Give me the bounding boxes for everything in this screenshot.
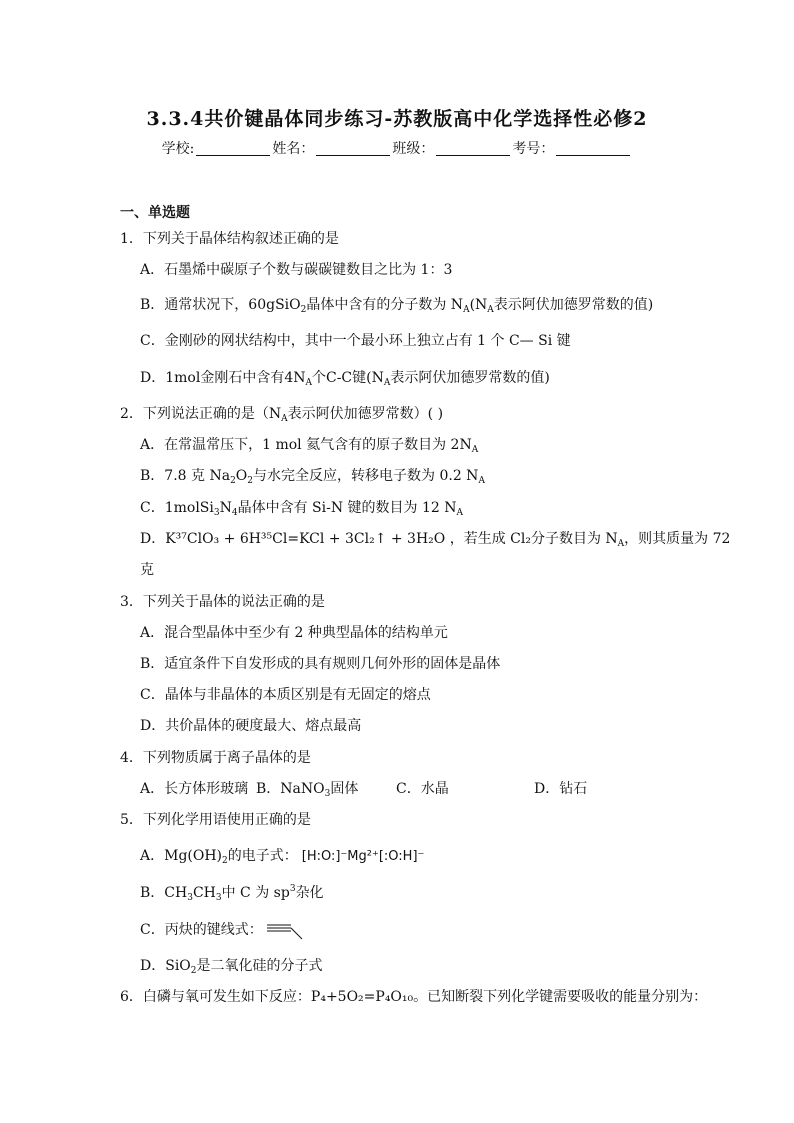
document-title: 3.3.4共价键晶体同步练习-苏教版高中化学选择性必修2 [146,108,648,130]
q1-stem: 1．下列关于晶体结构叙述正确的是 [120,231,339,247]
name-label: 姓名： [272,141,315,157]
q1-option-c: C．金刚砂的网状结构中，其中一个最小环上独立占有 1 个 C— Si 键 [140,333,571,349]
q4-option-d: D．钻石 [534,781,588,797]
q6-stem: 6．白磷与氧可发生如下反应：P₄+5O₂=P₄O₁₀。已知断裂下列化学键需要吸收的能量分别为： [120,989,708,1005]
q1-option-b: B．通常状况下，60gSiO$_2$晶体中含有的分子数为 $N_A(N_A$表示阿伏加德罗常数的值) [140,297,654,315]
q2-stem: 2．下列说法正确的是（$N_A$表示阿伏加德罗常数）( ) [120,406,444,424]
q4-option-a: A．长方体形玻璃 [140,781,249,797]
q5-option-c: C．丙炔的键线式： [140,919,305,941]
q2-option-d: D．K³⁷ClO₃ + 6H³⁵Cl=KCl + 3Cl₂↑ + 3H₂O ，若生成 Cl₂分子数目为 $N_A$，则其质量为 72 [140,531,731,549]
q1-option-a: A．石墨烯中碳原子个数与碳碳键数目之比为 1：3 [140,262,453,278]
q3-stem: 3．下列关于晶体的说法正确的是 [120,594,325,610]
q1-option-d: D．1mol金刚石中含有$4N_A$个C-C键($N_A$表示阿伏加德罗常数的值) [140,370,550,388]
q4-stem: 4．下列物质属于离子晶体的是 [120,750,311,766]
name-blank[interactable] [316,141,390,156]
q5-option-b: B．$CH_3CH_3$中 C 为 $sp^3$杂化 [140,884,324,903]
section-heading: 一、单选题 [120,205,190,221]
q4-option-c: C．水晶 [396,781,449,797]
school-label: 学校: [161,141,195,157]
q5-stem: 5．下列化学用语使用正确的是 [120,812,311,828]
class-label: 班级： [392,141,435,157]
school-blank[interactable] [196,141,270,156]
electron-formula: [H:O:]⁻Mg²⁺[:O:H]⁻ [301,849,425,864]
number-label: 考号： [512,141,555,157]
q4-options [140,779,587,799]
q3-option-b: B．适宜条件下自发形成的具有规则几何外形的固体是晶体 [140,656,501,672]
q5-option-a: A．$Mg(OH)_2$的电子式： [H:O:]⁻Mg²⁺[:O:H]⁻ [140,848,425,866]
student-info-row [0,138,794,158]
number-blank[interactable] [556,141,630,156]
q3-option-a: A．混合型晶体中至少有 2 种典型晶体的结构单元 [140,625,448,641]
q2-option-c: C．$1molSi_3N_4$晶体中含有 Si-N 键的数目为 12 $N_A$ [140,500,464,518]
class-blank[interactable] [436,141,510,156]
q4-option-b: B．NaNO$_3$固体 [256,781,359,799]
q2-option-b: B．7.8 克 $Na_2O_2$与水完全反应，转移电子数为 0.2 $N_A$ [140,468,485,486]
q3-option-c: C．晶体与非晶体的本质区别是有无固定的熔点 [140,687,431,703]
propyne-skeletal-formula [265,919,305,941]
q3-option-d: D．共价晶体的硬度最大、熔点最高 [140,718,362,734]
q5-option-d: D．SiO$_2$是二氧化硅的分子式 [140,958,323,976]
q2-option-a: A．在常温常压下，1 mol 氦气含有的原子数目为 $2N_A$ [140,437,479,455]
q2-option-d-continued: 克 [140,562,154,578]
